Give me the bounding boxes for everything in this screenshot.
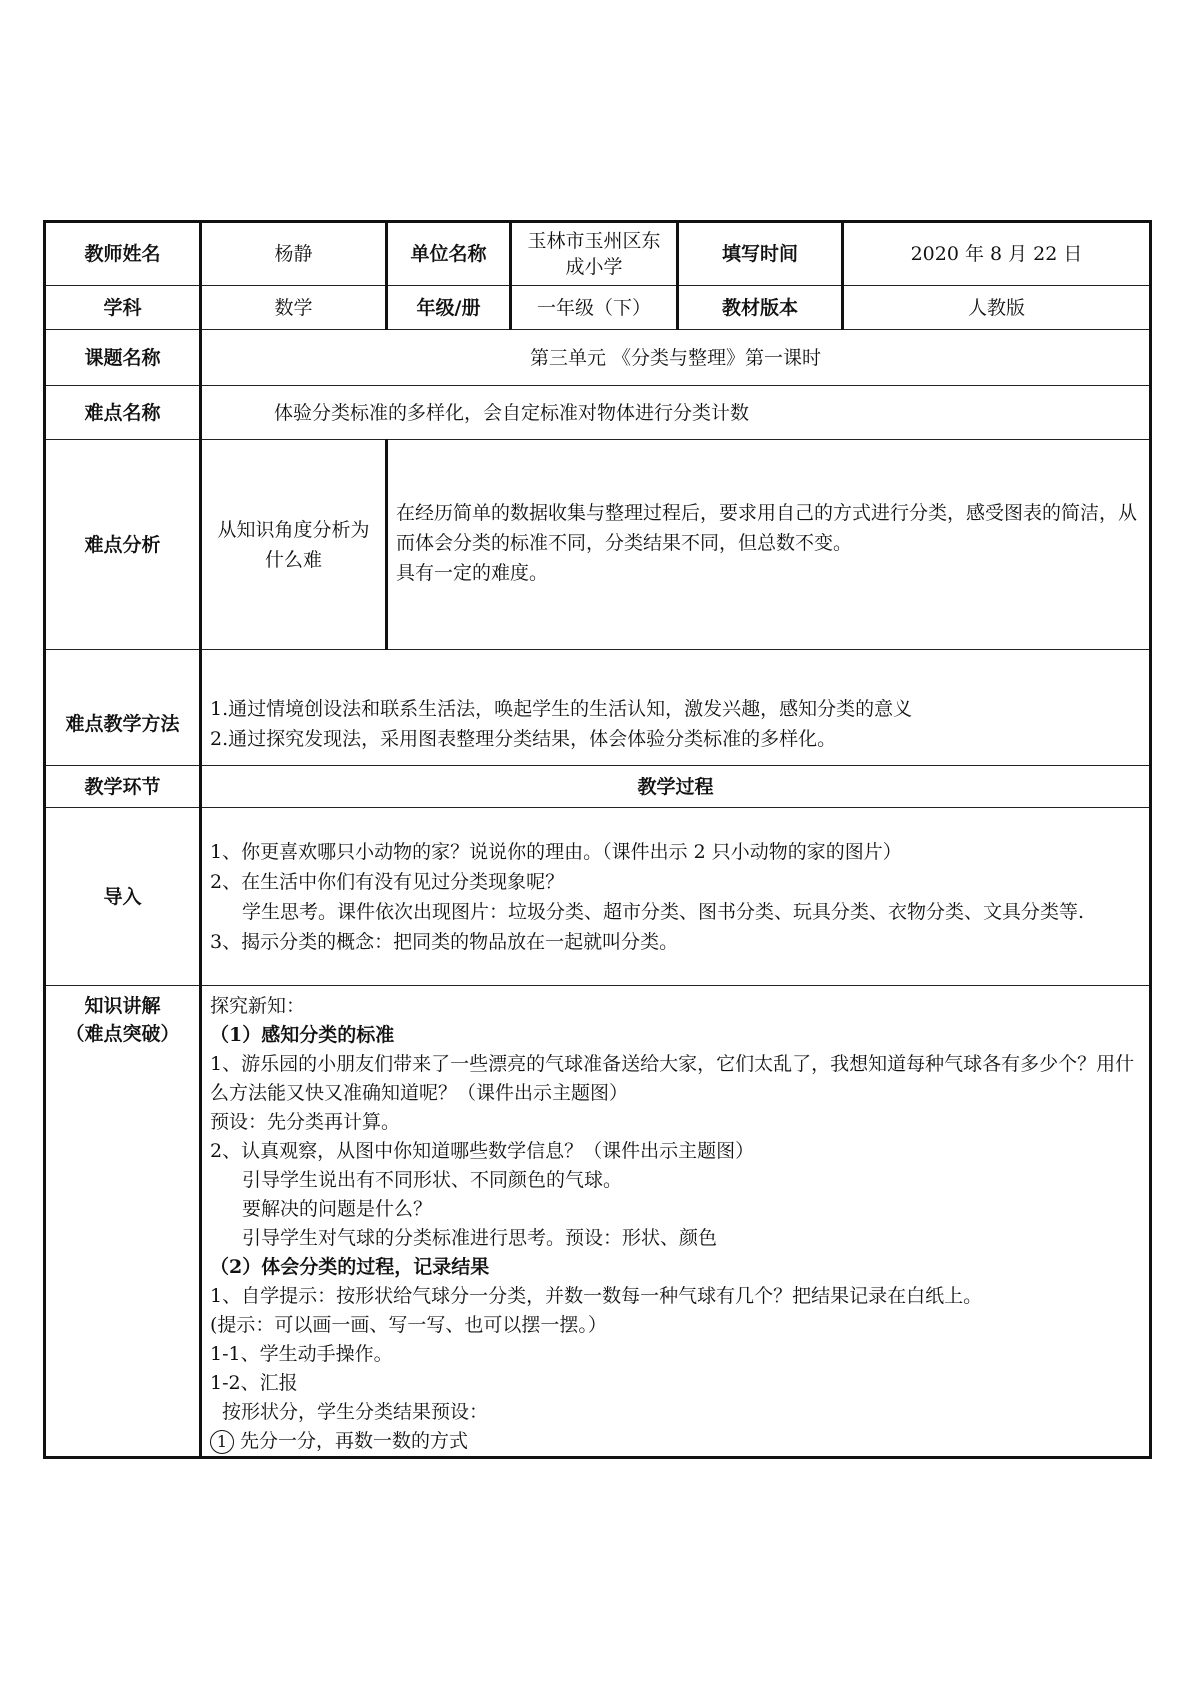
knowledge-line-3: 1、游乐园的小朋友们带来了一些漂亮的气球准备送给大家，它们太乱了，我想知道每种气球各有多少个？用什么方法能又快又准确知道呢？（课件出示主题图）	[210, 1053, 1135, 1104]
topic-label: 课题名称	[45, 330, 201, 386]
knowledge-line-15-text: 先分一分，再数一数的方式	[240, 1430, 469, 1452]
analysis-text	[387, 440, 1151, 650]
row-intro	[45, 808, 1151, 986]
intro-line-2: 2、在生活中你们有没有见过分类现象呢？	[210, 870, 565, 893]
date-value: 2020 年 8 月 22 日	[843, 222, 1151, 286]
knowledge-line-1: 探究新知：	[210, 995, 306, 1017]
knowledge-text	[201, 986, 1151, 1458]
knowledge-line-13: 1-2、汇报	[210, 1372, 298, 1394]
teacher-label: 教师姓名	[45, 222, 201, 286]
process-stage-label: 教学环节	[45, 766, 201, 808]
knowledge-line-6: 引导学生说出有不同形状、不同颜色的气球。	[242, 1169, 623, 1191]
lesson-plan-table	[43, 220, 1152, 1459]
subject-label: 学科	[45, 286, 201, 330]
intro-line-1: 1、你更喜欢哪只小动物的家？说说你的理由。（课件出示 2 只小动物的家的图片）	[210, 840, 902, 863]
knowledge-section-2: （2）体会分类的过程，记录结果	[210, 1256, 490, 1278]
subject-value: 数学	[201, 286, 387, 330]
date-label: 填写时间	[678, 222, 843, 286]
knowledge-label-2: （难点突破）	[65, 1023, 180, 1045]
row-subject-info	[45, 286, 1151, 330]
topic-value: 第三单元 《分类与整理》第一课时	[201, 330, 1151, 386]
knowledge-line-14: 按形状分，学生分类结果预设：	[222, 1401, 489, 1423]
edition-label: 教材版本	[678, 286, 843, 330]
analysis-sublabel: 从知识角度分析为什么难	[201, 440, 387, 650]
row-topic	[45, 330, 1151, 386]
knowledge-line-10: 1、自学提示：按形状给气球分一分类，并数一数每一种气球有几个？把结果记录在白纸上。	[210, 1285, 983, 1307]
unit-label: 单位名称	[387, 222, 511, 286]
knowledge-line-11: (提示：可以画一画、写一写、也可以摆一摆。）	[210, 1314, 607, 1336]
knowledge-line-4: 预设：先分类再计算。	[210, 1111, 401, 1133]
edition-value: 人教版	[843, 286, 1151, 330]
analysis-line-1: 在经历简单的数据收集与整理过程后，要求用自己的方式进行分类，感受图表的简洁，从而体会分类的标准不同，分类结果不同，但总数不变。	[396, 502, 1138, 554]
intro-label: 导入	[45, 808, 201, 986]
difficulty-value: 体验分类标准的多样化，会自定标准对物体进行分类计数	[201, 386, 1151, 440]
row-teacher-info	[45, 222, 1151, 286]
grade-value: 一年级（下）	[511, 286, 678, 330]
difficulty-label: 难点名称	[45, 386, 201, 440]
knowledge-section-1: （1）感知分类的标准	[210, 1024, 395, 1046]
row-process-header	[45, 766, 1151, 808]
circled-number: 1	[210, 1430, 234, 1454]
intro-text	[201, 808, 1151, 986]
grade-label: 年级/册	[387, 286, 511, 330]
knowledge-line-12: 1-1、学生动手操作。	[210, 1343, 393, 1365]
unit-value: 玉林市玉州区东成小学	[511, 222, 678, 286]
knowledge-line-8: 引导学生对气球的分类标准进行思考。预设：形状、颜色	[242, 1227, 718, 1249]
analysis-line-2: 具有一定的难度。	[396, 562, 549, 584]
knowledge-line-15	[210, 1427, 1141, 1456]
knowledge-label	[45, 986, 201, 1458]
teacher-value: 杨静	[201, 222, 387, 286]
method-label: 难点教学方法	[45, 650, 201, 766]
knowledge-label-1: 知识讲解	[84, 995, 161, 1017]
analysis-label: 难点分析	[45, 440, 201, 650]
process-header: 教学过程	[201, 766, 1151, 808]
knowledge-line-5: 2、认真观察，从图中你知道哪些数学信息？（课件出示主题图）	[210, 1140, 755, 1162]
method-line-1: 1.通过情境创设法和联系生活法，唤起学生的生活认知，激发兴趣，感知分类的意义	[210, 697, 913, 720]
intro-line-3: 学生思考。课件依次出现图片：垃圾分类、超市分类、图书分类、玩具分类、衣物分类、文具分类等.	[242, 900, 1085, 923]
method-line-2: 2.通过探究发现法，采用图表整理分类结果，体会体验分类标准的多样化。	[210, 727, 837, 750]
row-method	[45, 650, 1151, 766]
row-difficulty	[45, 386, 1151, 440]
row-knowledge	[45, 986, 1151, 1458]
row-analysis	[45, 440, 1151, 650]
knowledge-line-7: 要解决的问题是什么？	[242, 1198, 433, 1220]
intro-line-4: 3、揭示分类的概念：把同类的物品放在一起就叫分类。	[210, 930, 679, 953]
method-text	[201, 650, 1151, 766]
